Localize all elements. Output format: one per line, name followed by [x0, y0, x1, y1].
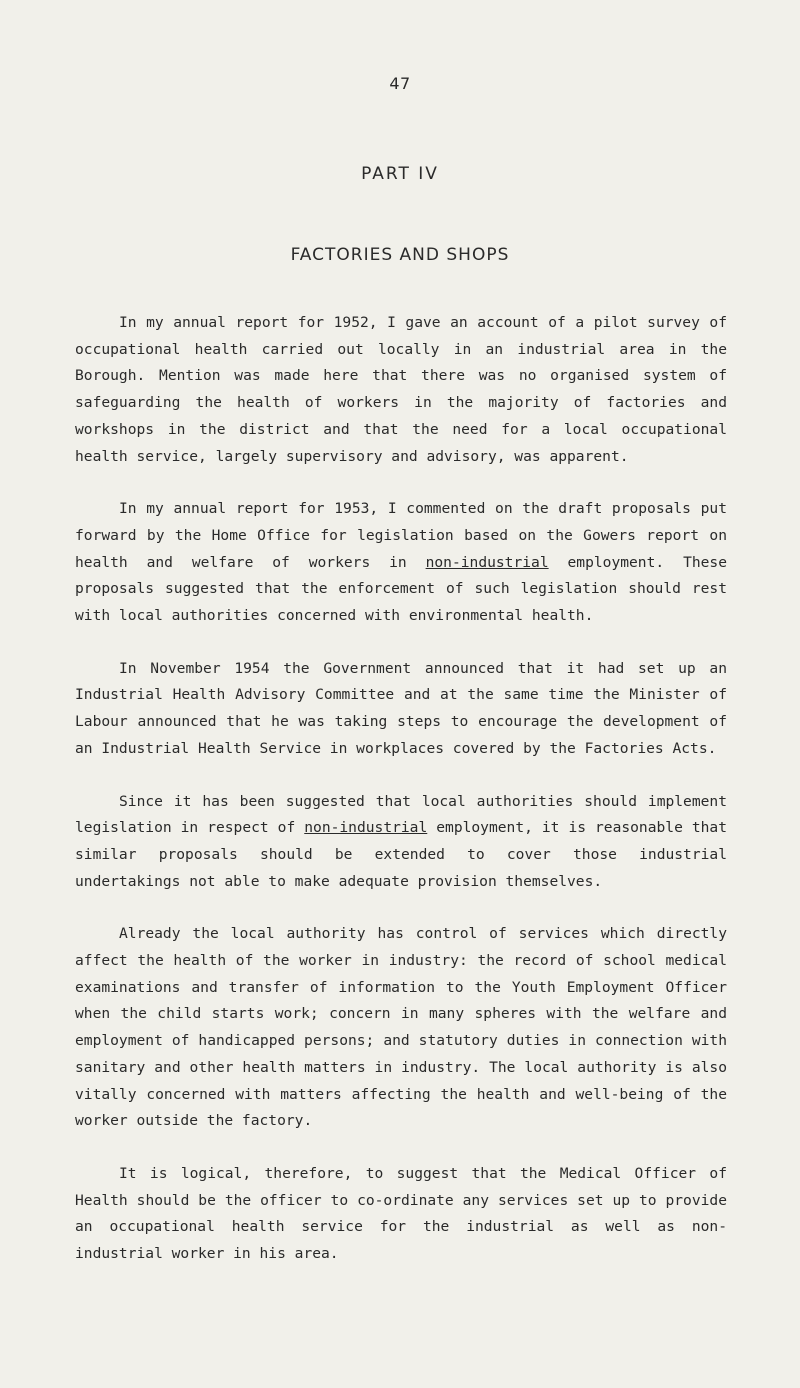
- paragraph-3: [75, 656, 727, 763]
- paragraph-4-underlined-term: non-industrial: [304, 819, 428, 837]
- paragraph-2-text-after: employment. These proposals suggested that the enforcement of such legislation should rest with local authorities concerned with environmental health.: [75, 553, 727, 625]
- paragraph-4-text-after: employment, it is reasonable that similar proposals should be extended to cover those industrial undertakings not able to make adequate provision themselves.: [75, 819, 727, 890]
- paragraph-2: [75, 496, 727, 630]
- paragraph-5: [75, 921, 727, 1135]
- paragraph-6: [75, 1161, 727, 1268]
- section-heading: FACTORIES AND SHOPS: [290, 245, 510, 265]
- paragraph-2-underlined-term: non-industrial: [425, 553, 549, 571]
- paragraph-1: [75, 310, 727, 470]
- part-heading: PART IV: [361, 164, 439, 184]
- paragraph-1-text: In my annual report for 1952, I gave an account of a pilot survey of occupational health carried out locally in an industrial area in the Borough. Mention was made here that there was no organised system of safeguarding the health of workers in the majority of factories and workshops in the district and that the need for a local occupational health service, largely supervisory and advisory, was apparent.: [75, 314, 727, 465]
- paragraph-4-text-before: Since it has been suggested that local authorities should implement legislation in respect of: [75, 792, 727, 837]
- paragraph-6-text: It is logical, therefore, to suggest that the Medical Officer of Health should be the officer to co-ordinate any services set up to provide an occupational health service for the industrial as well as non-industrial worker in his area.: [75, 1164, 727, 1263]
- paragraph-2-text-before: In my annual report for 1953, I commented on the draft proposals put forward by the Home Office for legislation based on the Gowers report on health and welfare of workers in: [75, 500, 727, 571]
- paragraph-3-text: In November 1954 the Government announced that it had set up an Industrial Health Advisory Committee and at the same time the Minister of Labour announced that he was taking steps to encourage the development of an Industrial Health Service in workplaces covered by the Factories Acts.: [75, 659, 727, 757]
- page-number: 47: [389, 74, 411, 93]
- body-text: [75, 310, 727, 1294]
- paragraph-4: [75, 789, 727, 896]
- paragraph-5-text: Already the local authority has control of services which directly affect the health of the worker in industry: the record of school medical examinations and transfer of information to the Youth Employment Officer when the child starts work; concern in many spheres with the welfare and employment of handicapped persons; and statutory duties in connection with sanitary and other health matters in industry. The local authority is also vitally concerned with matters affecting the health and well-being of the worker outside the factory.: [75, 925, 727, 1130]
